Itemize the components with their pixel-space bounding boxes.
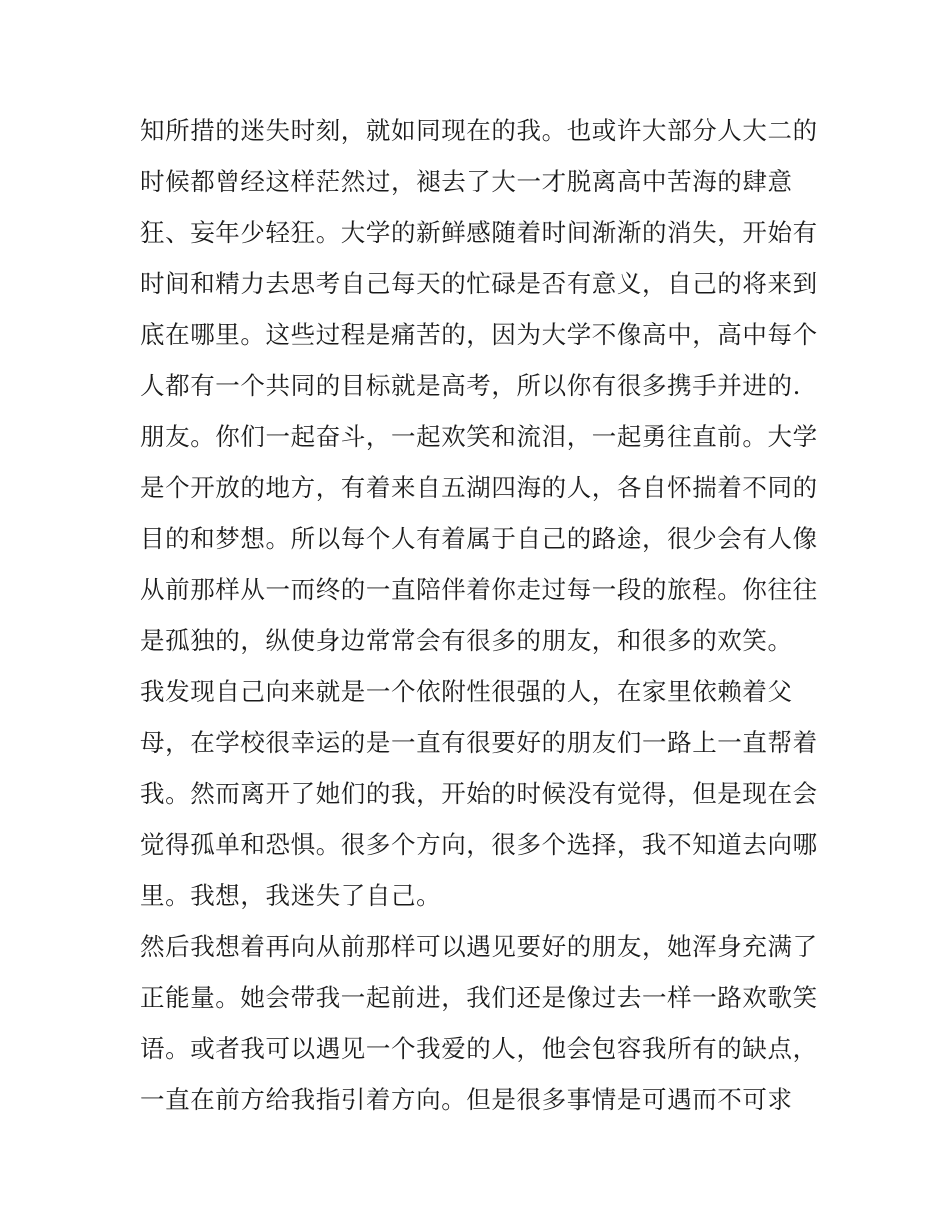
text-line: 狂、妄年少轻狂。大学的新鲜感随着时间渐渐的消失，开始有	[140, 218, 818, 247]
text-line: 里。我想，我迷失了自己。	[140, 881, 442, 910]
text-line: 目的和梦想。所以每个人有着属于自己的路途，很少会有人像	[140, 524, 818, 553]
text-line: 语。或者我可以遇见一个我爱的人，他会包容我所有的缺点，	[140, 1034, 818, 1063]
text-line: 时候都曾经这样茫然过，褪去了大一才脱离高中苦海的肆意	[140, 167, 793, 196]
text-line: 我。然而离开了她们的我，开始的时候没有觉得，但是现在会	[140, 779, 818, 808]
text-line: 从前那样从一而终的一直陪伴着你走过每一段的旅程。你往往	[140, 575, 818, 604]
text-line: 正能量。她会带我一起前进，我们还是像过去一样一路欢歌笑	[140, 983, 818, 1012]
text-line: 我发现自己向来就是一个依附性很强的人，在家里依赖着父	[140, 677, 793, 706]
text-line: 是个开放的地方，有着来自五湖四海的人，各自怀揣着不同的	[140, 473, 818, 502]
text-line: 母，在学校很幸运的是一直有很要好的朋友们一路上一直帮着	[140, 728, 818, 757]
text-line: 觉得孤单和恐惧。很多个方向，很多个选择，我不知道去向哪	[140, 830, 818, 859]
text-line: 是孤独的，纵使身边常常会有很多的朋友，和很多的欢笑。	[140, 626, 793, 655]
text-line: 人都有一个共同的目标就是高考，所以你有很多携手并进的.	[140, 371, 801, 400]
text-line: 底在哪里。这些过程是痛苦的，因为大学不像高中，高中每个	[140, 320, 818, 349]
text-line: 知所措的迷失时刻，就如同现在的我。也或许大部分人大二的	[140, 116, 818, 145]
body-text	[140, 105, 820, 1125]
text-line: 时间和精力去思考自己每天的忙碌是否有意义，自己的将来到	[140, 269, 818, 298]
text-line: 朋友。你们一起奋斗，一起欢笑和流泪，一起勇往直前。大学	[140, 422, 818, 451]
text-line: 然后我想着再向从前那样可以遇见要好的朋友，她浑身充满了	[140, 932, 818, 961]
text-line: 一直在前方给我指引着方向。但是很多事情是可遇而不可求	[140, 1085, 793, 1114]
